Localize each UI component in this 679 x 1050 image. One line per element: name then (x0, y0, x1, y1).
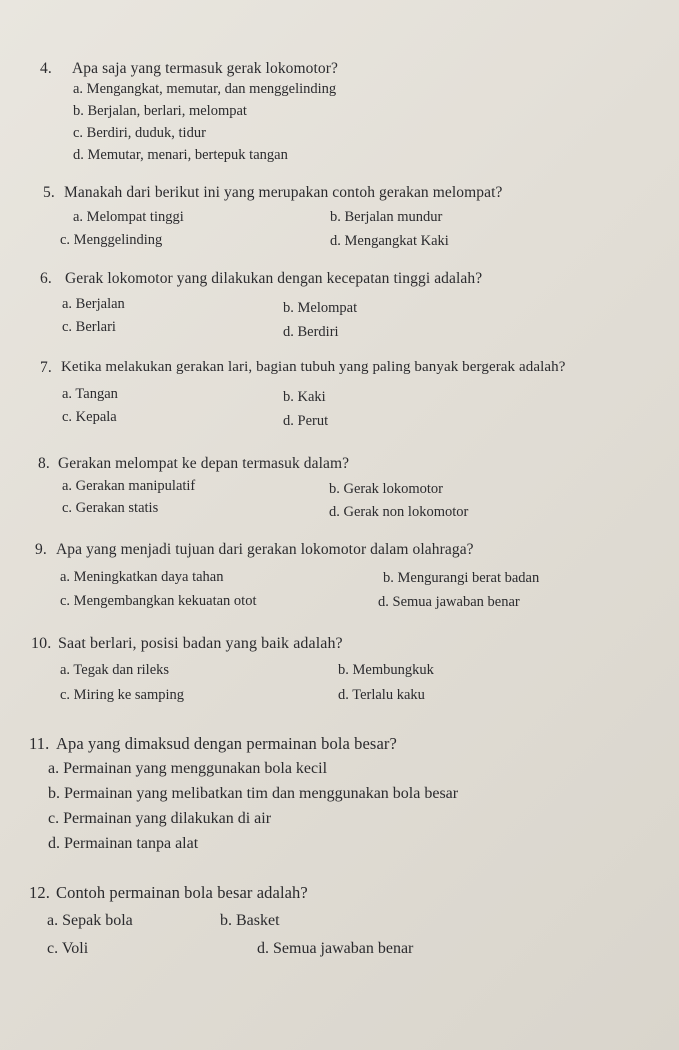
question-text: Gerak lokomotor yang dilakukan dengan kecepatan tinggi adalah? (65, 270, 483, 287)
question-number: 10. (31, 635, 52, 652)
option-a: a. Sepak bola (47, 912, 133, 929)
option-b: b. Gerak lokomotor (329, 481, 443, 497)
option-d: d. Mengangkat Kaki (330, 233, 449, 249)
question-number: 6. (40, 270, 52, 287)
option-d: d. Gerak non lokomotor (329, 504, 469, 520)
option-c: c. Miring ke samping (60, 687, 185, 703)
question-number: 9. (35, 541, 47, 558)
option-b: b. Berjalan mundur (330, 209, 443, 225)
question-text: Apa yang dimaksud dengan permainan bola besar? (56, 734, 397, 753)
question-text: Apa saja yang termasuk gerak lokomotor? (72, 60, 339, 77)
question-number: 5. (43, 184, 55, 201)
option-b: b. Kaki (283, 389, 326, 405)
option-a: a. Berjalan (62, 296, 125, 312)
option-c: c. Berlari (62, 319, 116, 335)
option-d: d. Permainan tanpa alat (48, 835, 199, 852)
option-c: c. Menggelinding (60, 232, 163, 248)
question-number: 7. (40, 359, 52, 376)
option-a: a. Meningkatkan daya tahan (60, 569, 224, 585)
option-d: d. Berdiri (283, 324, 339, 340)
option-c: c. Permainan yang dilakukan di air (48, 810, 272, 827)
option-b: b. Mengurangi berat badan (383, 570, 540, 586)
question-text: Gerakan melompat ke depan termasuk dalam? (58, 455, 350, 472)
question-number: 4. (40, 60, 52, 77)
option-d: d. Terlalu kaku (338, 687, 425, 703)
option-b: b. Membungkuk (338, 662, 434, 678)
question-text: Saat berlari, posisi badan yang baik adalah? (58, 635, 343, 652)
option-d: d. Semua jawaban benar (378, 594, 520, 610)
option-a: a. Gerakan manipulatif (62, 478, 196, 494)
option-c: c. Gerakan statis (62, 500, 159, 516)
question-number: 12. (29, 883, 50, 902)
option-b: b. Melompat (283, 300, 358, 316)
option-b: b. Berjalan, berlari, melompat (73, 103, 247, 119)
option-a: a. Tegak dan rileks (60, 662, 170, 678)
option-b: b. Permainan yang melibatkan tim dan menggunakan bola besar (48, 785, 459, 802)
option-a: a. Melompat tinggi (73, 209, 184, 225)
question-text: Contoh permainan bola besar adalah? (56, 883, 308, 902)
option-c: c. Voli (47, 940, 89, 957)
option-c: c. Mengembangkan kekuatan otot (60, 593, 257, 609)
option-a: a. Mengangkat, memutar, dan menggelinding (73, 81, 337, 97)
option-c: c. Berdiri, duduk, tidur (73, 125, 206, 141)
question-number: 8. (38, 455, 50, 472)
option-d: d. Semua jawaban benar (257, 940, 414, 957)
option-d: d. Memutar, menari, bertepuk tangan (73, 147, 288, 163)
question-text: Ketika melakukan gerakan lari, bagian tubuh yang paling banyak bergerak adalah? (61, 359, 566, 375)
option-a: a. Tangan (62, 386, 118, 402)
question-text: Apa yang menjadi tujuan dari gerakan lokomotor dalam olahraga? (56, 541, 474, 558)
option-a: a. Permainan yang menggunakan bola kecil (48, 760, 328, 777)
option-d: d. Perut (283, 413, 329, 429)
option-c: c. Kepala (62, 409, 117, 425)
option-b: b. Basket (220, 912, 280, 929)
question-number: 11. (29, 734, 50, 753)
question-text: Manakah dari berikut ini yang merupakan contoh gerakan melompat? (64, 184, 503, 201)
